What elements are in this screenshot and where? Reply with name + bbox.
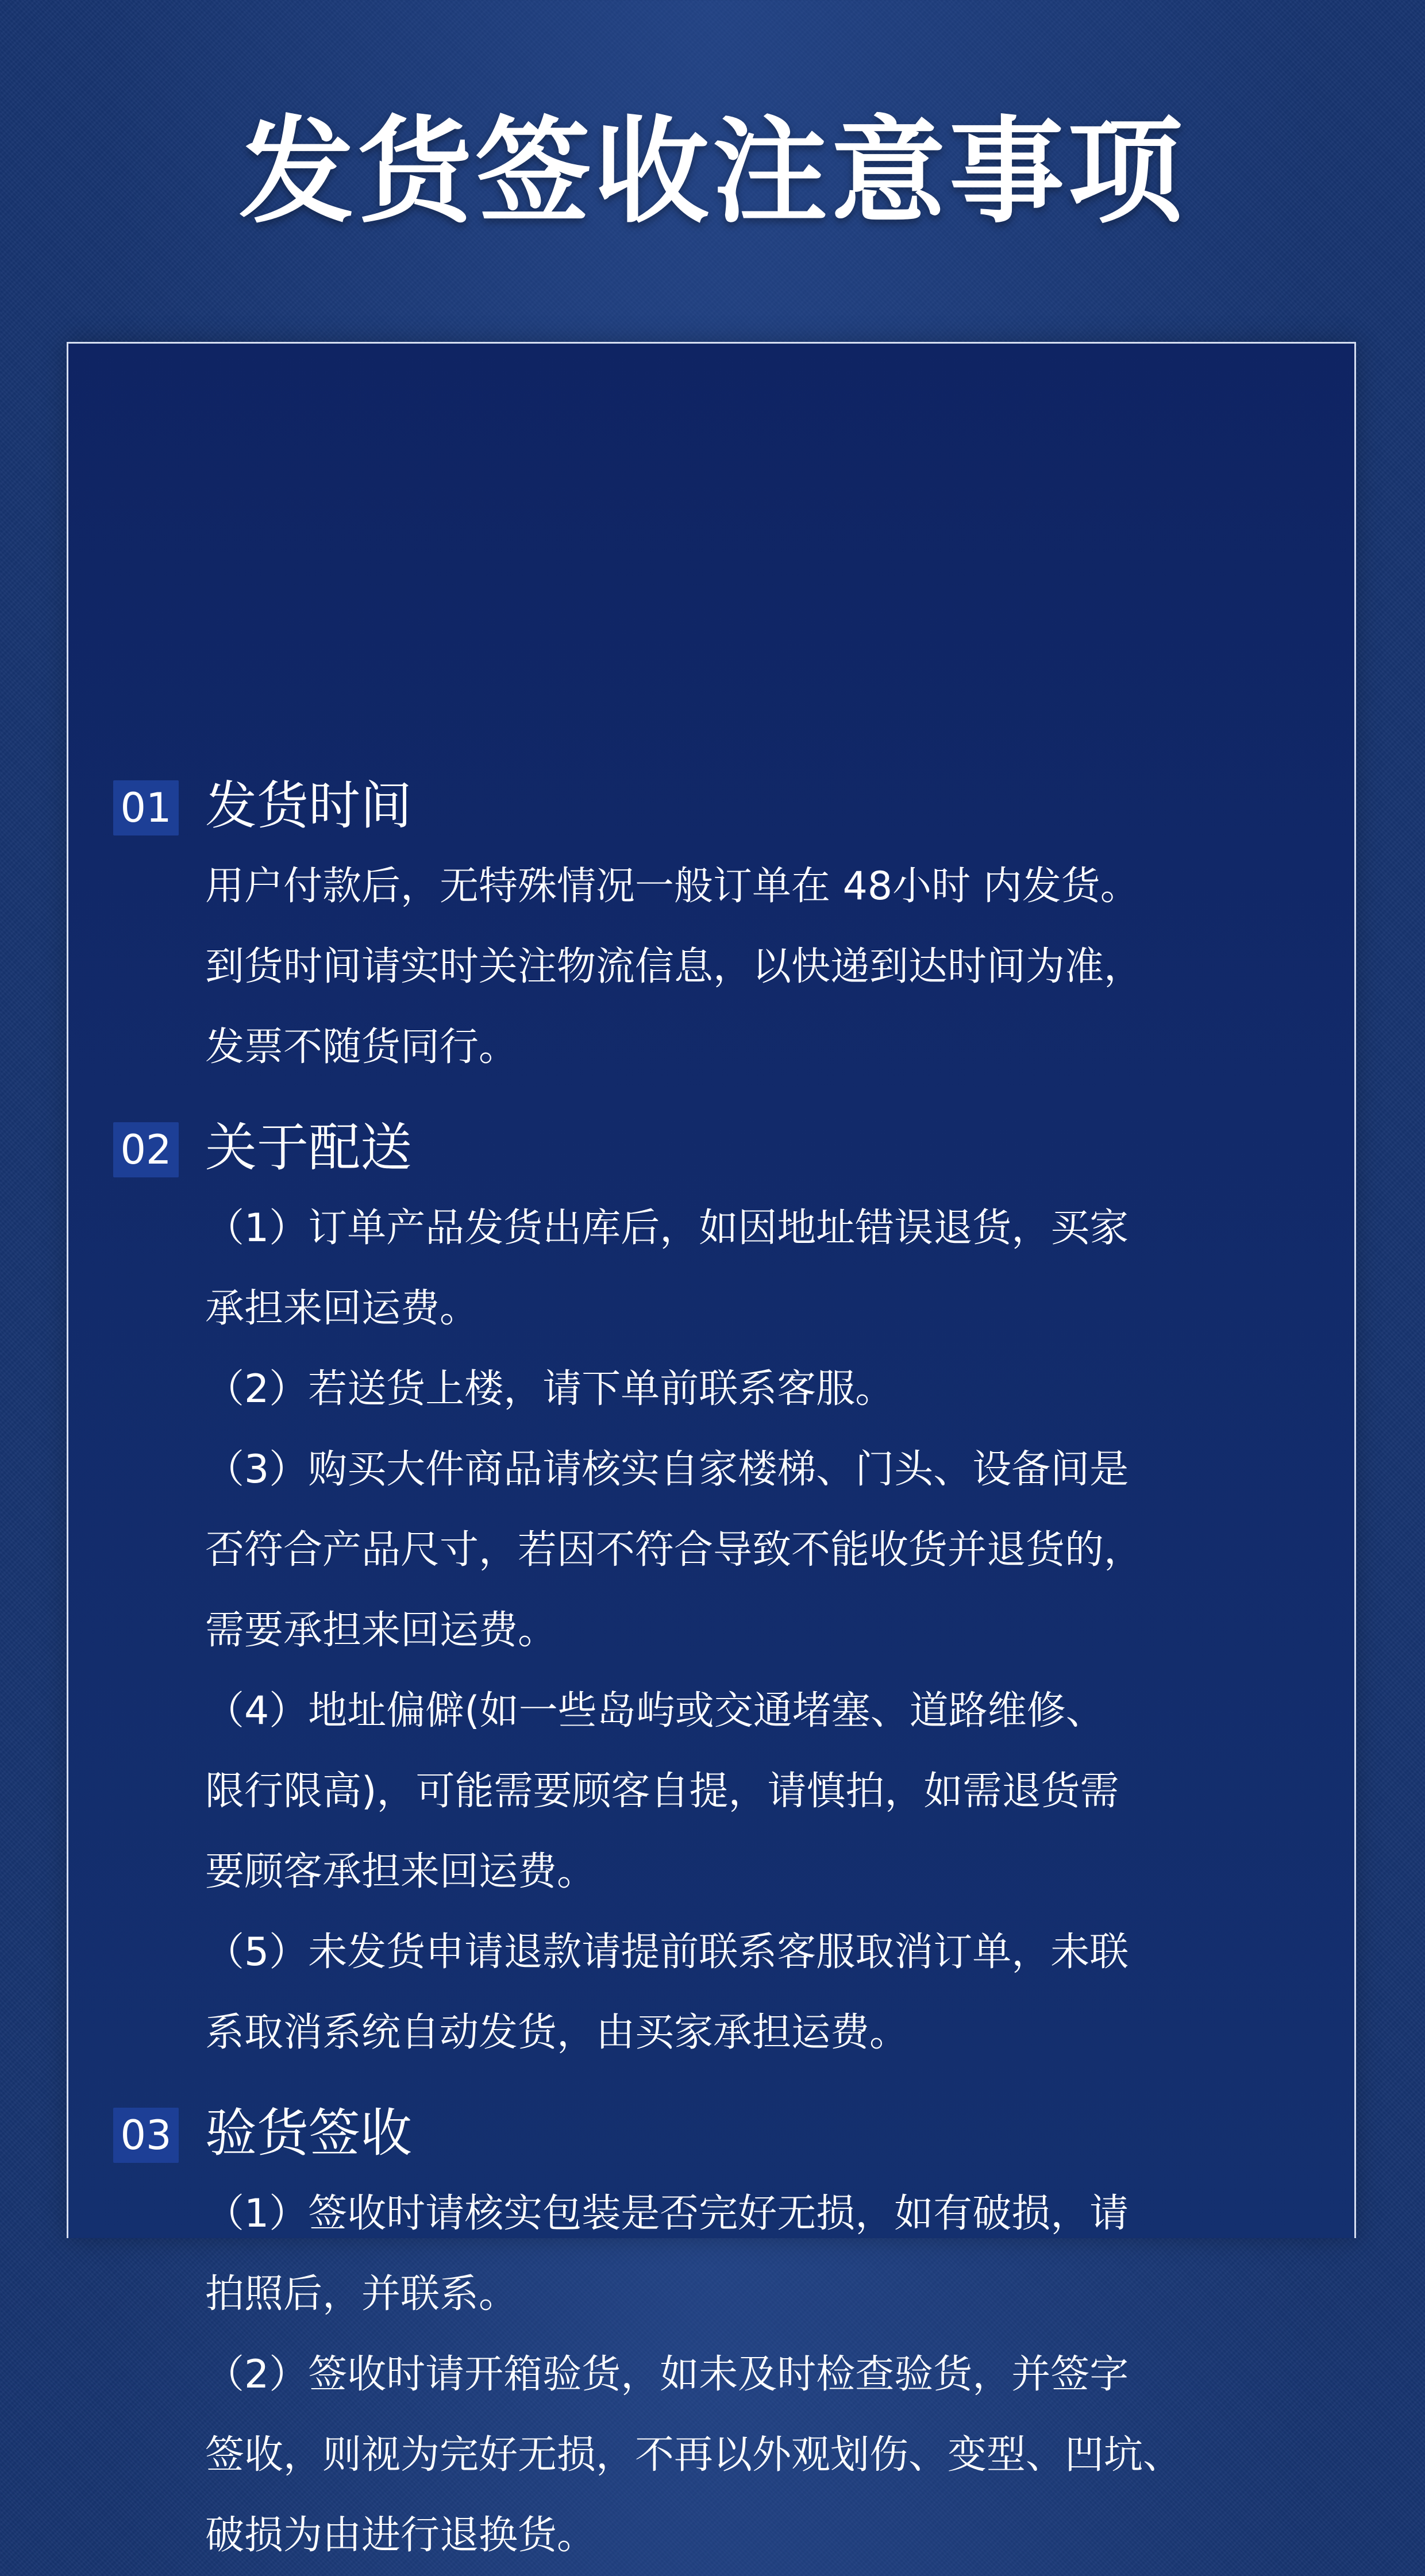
section-title: 验货签收 [205,2103,412,2163]
section-line: 破损为由进行退换货。 [205,2513,596,2558]
section-line: （1）签收时请核实包装是否完好无损，如有破损，请 [205,2191,1129,2236]
section-line: 拍照后，并联系。 [205,2271,518,2317]
section-line: 签收，则视为完好无损，不再以外观划伤、变型、凹坑、 [205,2432,1183,2478]
section-line: 需要承担来回运费。 [205,1608,557,1653]
section-line: （5）未发货申请退款请提前联系客服取消订单，未联 [205,1930,1129,1975]
section-line: 要顾客承担来回运费。 [205,1849,596,1895]
section-number-badge: 02 [113,1122,179,1177]
section-line: 系取消系统自动发货，由买家承担运费。 [205,2010,909,2055]
section-line: 到货时间请实时关注物流信息，以快递到达时间为准， [205,944,1143,989]
section-number-badge: 01 [113,780,179,835]
section-line: 否符合产品尺寸，若因不符合导致不能收货并退货的， [205,1527,1143,1573]
section-line: （3）购买大件商品请核实自家楼梯、门头、设备间是 [205,1447,1129,1492]
section-title: 关于配送 [205,1118,412,1178]
section-title: 发货时间 [205,776,412,836]
page-title: 发货签收注意事项 [238,105,1186,239]
section-line: （2）签收时请开箱验货，如未及时检查验货，并签字 [205,2352,1129,2397]
section-body [205,846,1285,1088]
section-line: （4）地址偏僻(如一些岛屿或交通堵塞、道路维修、 [205,1688,1105,1734]
section-line: 承担来回运费。 [205,1286,479,1331]
section-body [205,2174,1285,2576]
section-line: 用户付款后，无特殊情况一般订单在 48小时 内发货。 [205,864,1139,909]
section-line: （2）若送货上楼，请下单前联系客服。 [205,1366,895,1412]
section-line: 限行限高)，可能需要顾客自提，请慎拍，如需退货需 [205,1769,1119,1814]
notice-panel [67,342,1356,2558]
section-number-badge: 03 [113,2108,179,2163]
section-line: （1）订单产品发货出库后，如因地址错误退货，买家 [205,1206,1129,1251]
section-line: 发票不随货同行。 [205,1025,518,1070]
section-body [205,1188,1285,2073]
